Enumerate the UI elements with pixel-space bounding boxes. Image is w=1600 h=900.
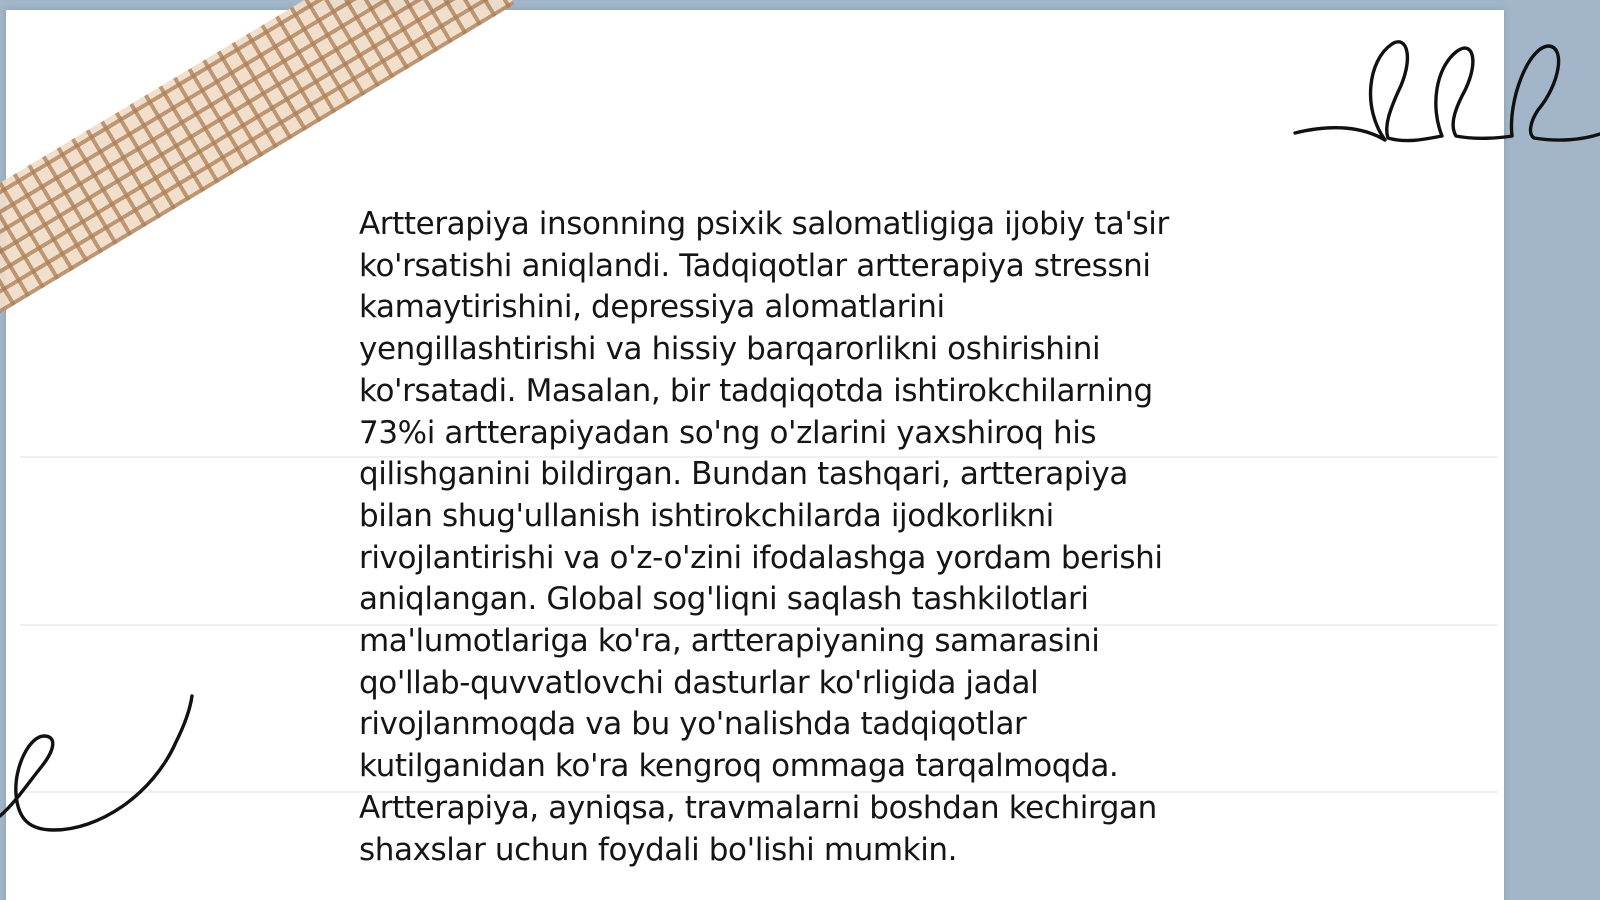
body-paragraph: Artterapiya insonning psixik salomatligiga ijobiy ta'sir ko'rsatishi aniqlandi. Tadqiqotlar artterapiya stressni kamaytirishini, depressiya alomatlarini yengillashtirishi va hissiy barqarorlikni oshirishini ko'rsatadi. Masalan, bir tadqiqotda ishtirokchilarning 73%i artterapiyadan so'ng o'zlarini yaxshiroq his qilishganini bildirgan. Bundan tashqari, artterapiya bilan shug'ullanish ishtirokchilarda ijodkorlikni rivojlantirishi va o'z-o'zini ifodalashga yordam berishi aniqlangan. Global sog'liqni saqlash tashkilotlari ma'lumotlariga ko'ra, artterapiyaning samarasini qo'llab-quvvatlovchi dasturlar ko'rligida jadal rivojlanmoqda va bu yo'nalishda tadqiqotlar kutilganidan ko'ra kengroq ommaga tarqalmoqda. Artterapiya, ayniqsa, travmalarni boshdan kechirgan shaxslar uchun foydali bo'lishi mumkin. (359, 206, 1169, 868)
loop-swoosh-doodle (0, 696, 200, 846)
loop-squiggle-doodle (1290, 30, 1600, 160)
